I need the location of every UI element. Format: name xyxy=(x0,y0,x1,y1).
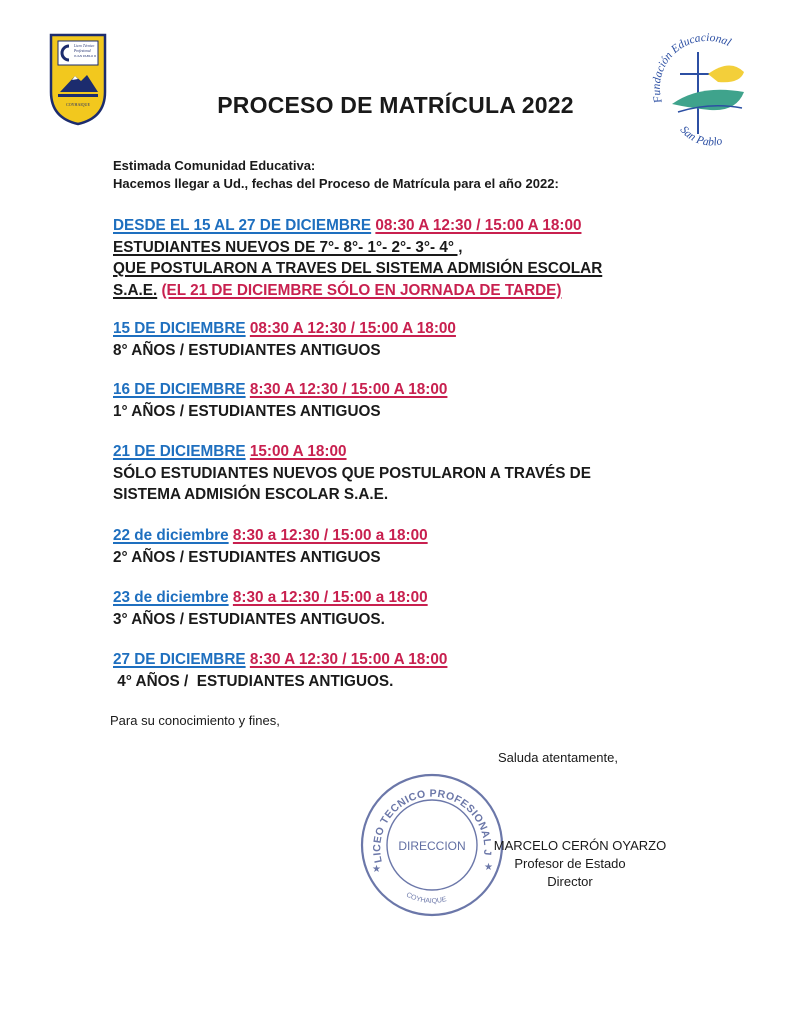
signature-name: MARCELO CERÓN OYARZO xyxy=(493,838,667,853)
svg-text:COYHAIQUE xyxy=(405,892,448,905)
schedule-heading xyxy=(113,379,771,401)
schedule-detail: 8° AÑOS / ESTUDIANTES ANTIGUOS xyxy=(113,341,381,359)
signature-title: Director xyxy=(547,874,593,889)
schedule-detail: SÓLO ESTUDIANTES NUEVOS QUE POSTULARON A TRAVÉS DE xyxy=(113,464,591,482)
schedule-heading xyxy=(113,649,771,671)
school-logo-text: JUAN PABLO II xyxy=(74,54,97,58)
schedule-note: (EL 21 DE DICIEMBRE SÓLO EN JORNADA DE TARDE) xyxy=(161,281,562,299)
schedule-detail: 2° AÑOS / ESTUDIANTES ANTIGUOS xyxy=(113,548,381,566)
schedule-detail: ESTUDIANTES NUEVOS DE 7°- 8°- 1°- 2°- 3°- 4° , xyxy=(113,238,463,256)
svg-text:San Pablo xyxy=(678,124,724,149)
schedule-time: 15:00 A 18:00 xyxy=(249,443,347,460)
foundation-logo-text: San Pablo xyxy=(677,123,724,149)
schedule-date: 16 DE DICIEMBRE xyxy=(113,381,246,398)
schedule-detail: 4° AÑOS / ESTUDIANTES ANTIGUOS. xyxy=(113,672,394,690)
schedule-heading xyxy=(113,441,771,463)
schedule-heading xyxy=(113,587,771,609)
schedule-heading xyxy=(113,318,771,340)
school-logo-city: COYHAIQUE xyxy=(66,102,90,107)
schedule-heading xyxy=(113,525,771,547)
foundation-logo-text: Fundación Educacional xyxy=(650,31,733,105)
schedule-detail: 1° AÑOS / ESTUDIANTES ANTIGUOS xyxy=(113,402,381,420)
schedule-section xyxy=(113,441,771,506)
foundation-logo xyxy=(640,22,762,150)
schedule-time: 08:30 A 12:30 / 15:00 A 18:00 xyxy=(249,320,456,337)
schedule-detail xyxy=(113,280,771,302)
schedule-section xyxy=(113,587,771,630)
schedule-date: DESDE EL 15 AL 27 DE DICIEMBRE xyxy=(113,217,372,234)
stamp-ring-text: LICEO TECNICO PROFESIONAL J xyxy=(371,787,494,864)
closing-text: Para su conocimiento y fines, xyxy=(110,713,280,728)
star-icon: ★ xyxy=(484,862,493,873)
intro-greeting: Estimada Comunidad Educativa: xyxy=(113,158,316,173)
schedule-section xyxy=(113,525,771,568)
schedule-detail: QUE POSTULARON A TRAVES DEL SISTEMA ADMISIÓN ESCOLAR xyxy=(113,260,603,277)
school-logo-text: Liceo Técnico xyxy=(74,44,95,48)
schedule-date: 27 DE DICIEMBRE xyxy=(113,651,246,668)
schedule-date: 15 DE DICIEMBRE xyxy=(113,320,246,337)
schedule-date: 23 de diciembre xyxy=(113,589,229,606)
schedule-time: 8:30 A 12:30 / 15:00 A 18:00 xyxy=(249,651,448,668)
schedule-detail: 3° AÑOS / ESTUDIANTES ANTIGUOS. xyxy=(113,610,385,628)
page-title: PROCESO DE MATRÍCULA 2022 xyxy=(217,92,574,118)
schedule-time: 8:30 a 12:30 / 15:00 a 18:00 xyxy=(232,527,428,544)
schedule-detail-plain: S.A.E. xyxy=(113,281,158,299)
schedule-section xyxy=(113,318,771,361)
salutation: Saluda atentamente, xyxy=(498,750,618,765)
stamp-bottom-text: COYHAIQUE xyxy=(405,891,448,906)
school-logo-text: Profesional xyxy=(74,49,91,53)
schedule-detail: SISTEMA ADMISIÓN ESCOLAR S.A.E. xyxy=(113,486,389,503)
stamp-center-text: DIRECCION xyxy=(398,839,466,853)
schedule-section xyxy=(113,649,771,692)
schedule-time: 8:30 a 12:30 / 15:00 a 18:00 xyxy=(232,589,428,606)
schedule-heading xyxy=(113,215,771,237)
schedule-date: 22 de diciembre xyxy=(113,527,229,544)
schedule-section xyxy=(113,215,771,301)
star-icon: ★ xyxy=(372,864,381,875)
signature-role: Profesor de Estado xyxy=(514,856,626,871)
schedule-date: 21 DE DICIEMBRE xyxy=(113,443,246,460)
schedule-time: 8:30 A 12:30 / 15:00 A 18:00 xyxy=(249,381,448,398)
schedule-section xyxy=(113,379,771,422)
intro-text: Hacemos llegar a Ud., fechas del Proceso de Matrícula para el año 2022: xyxy=(113,176,559,191)
schedule-time: 08:30 A 12:30 / 15:00 A 18:00 xyxy=(375,217,582,234)
